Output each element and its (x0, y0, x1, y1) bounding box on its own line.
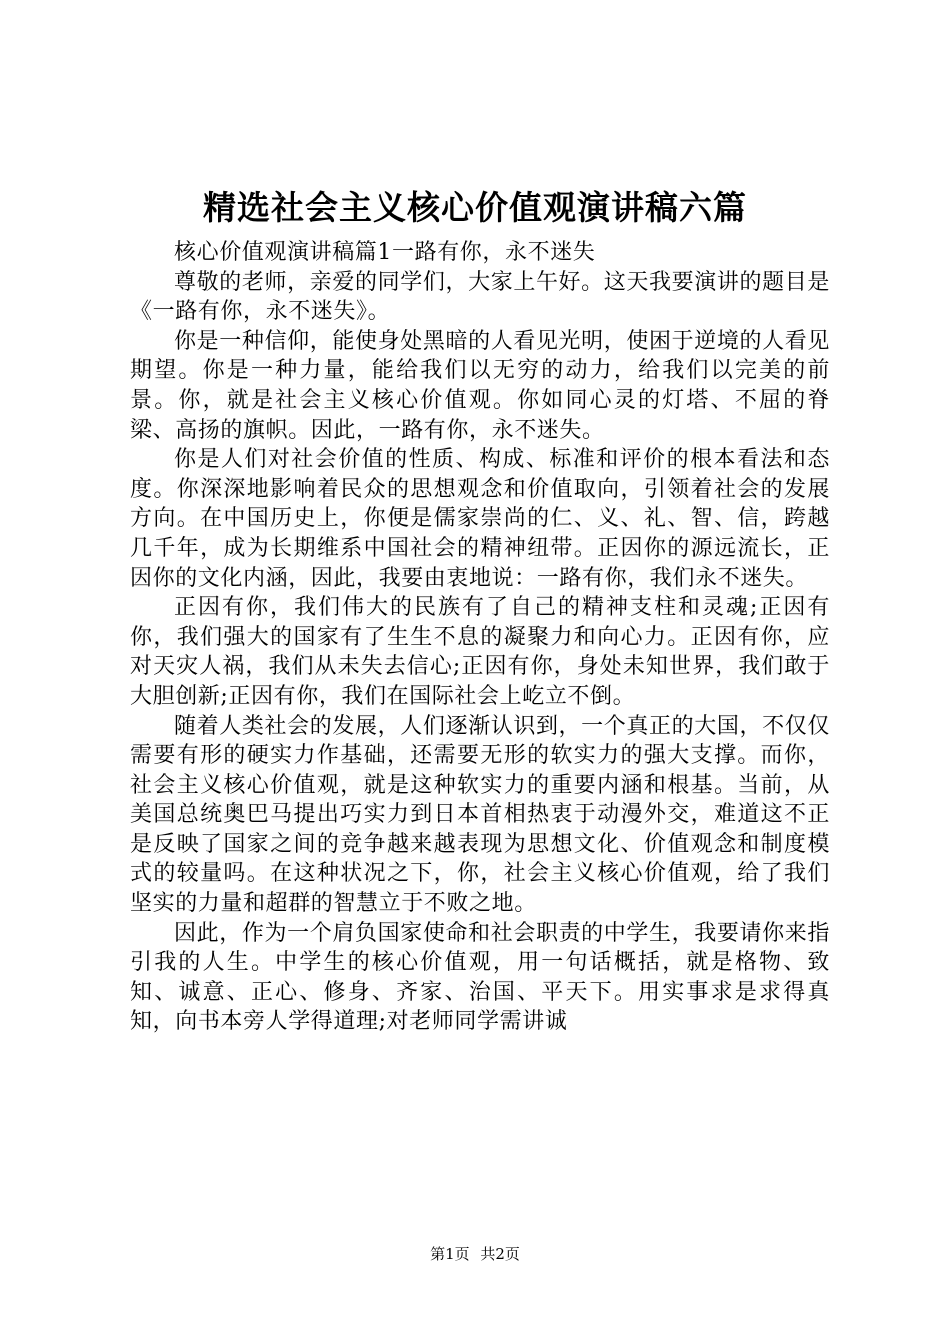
paragraph-7: 因此，作为一个肩负国家使命和社会职责的中学生，我要请你来指引我的人生。中学生的核心价值观，用一句话概括，就是格物、致知、诚意、正心、修身、齐家、治国、平天下。用实事求是求得真知，向书本旁人学得道理;对老师同学需讲诚 (130, 920, 830, 1035)
paragraph-6: 随着人类社会的发展，人们逐渐认识到，一个真正的大国，不仅仅需要有形的硬实力作基础，还需要无形的软实力的强大支撑。而你，社会主义核心价值观，就是这种软实力的重要内涵和根基。当前，从美国总统奥巴马提出巧实力到日本首相热衷于动漫外交，难道这不正是反映了国家之间的竞争越来越表现为思想文化、价值观念和制度模式的较量吗。在这种状况之下，你，社会主义核心价值观，给了我们坚实的力量和超群的智慧立于不败之地。 (130, 713, 830, 917)
paragraph-5: 正因有你，我们伟大的民族有了自己的精神支柱和灵魂;正因有你，我们强大的国家有了生生不息的凝聚力和向心力。正因有你，应对天灾人祸，我们从未失去信心;正因有你，身处未知世界，我们敢于大胆创新;正因有你，我们在国际社会上屹立不倒。 (130, 595, 830, 709)
page-number: 第1页 (430, 1245, 470, 1263)
paragraph-4: 你是人们对社会价值的性质、构成、标准和评价的根本看法和态度。你深深地影响着民众的思想观念和价值取向，引领着社会的发展方向。在中国历史上，你便是儒家崇尚的仁、义、礼、智、信，跨越几千年，成为长期维系中国社会的精神纽带。正因你的源远流长，正因你的文化内涵，因此，我要由衷地说：一路有你，我们永不迷失。 (130, 447, 830, 591)
page-total: 共2页 (480, 1245, 520, 1263)
document-title: 精选社会主义核心价值观演讲稿六篇 (203, 188, 747, 227)
paragraph-2: 尊敬的老师，亲爱的同学们，大家上午好。这天我要演讲的题目是《一路有你，永不迷失》。 (130, 269, 830, 325)
page-footer (0, 1244, 950, 1264)
paragraph-3: 你是一种信仰，能使身处黑暗的人看见光明，使困于逆境的人看见期望。你是一种力量，能给我们以无穷的动力，给我们以完美的前景。你，就是社会主义核心价值观。你如同心灵的灯塔、不屈的脊梁、高扬的旗帜。因此，一路有你，永不迷失。 (130, 328, 830, 443)
document-body (130, 238, 830, 1037)
paragraph-1: 核心价值观演讲稿篇1一路有你，永不迷失 (174, 240, 596, 265)
